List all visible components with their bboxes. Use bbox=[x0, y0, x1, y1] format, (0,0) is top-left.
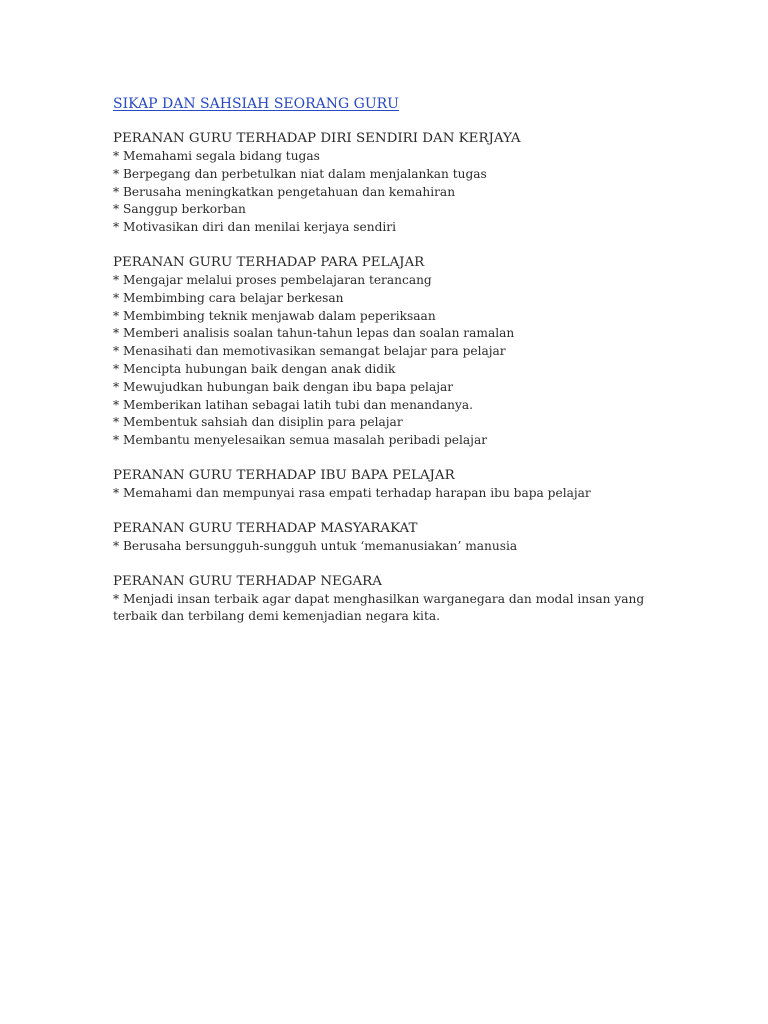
list-item: * Berpegang dan perbetulkan niat dalam menjalankan tugas bbox=[113, 166, 487, 181]
document-page bbox=[113, 93, 653, 626]
list-item: * Berusaha meningkatkan pengetahuan dan kemahiran bbox=[113, 184, 456, 199]
list-item: * Mewujudkan hubungan baik dengan ibu bapa pelajar bbox=[113, 379, 454, 394]
list-item: * Menasihati dan memotivasikan semangat belajar para pelajar bbox=[113, 344, 506, 359]
list-item: * Menjadi insan terbaik agar dapat menghasilkan warganegara dan modal insan yang bbox=[113, 591, 645, 606]
document-title-link[interactable]: SIKAP DAN SAHSIAH SEORANG GURU bbox=[113, 96, 399, 112]
list-item: * Mengajar melalui proses pembelajaran terancang bbox=[113, 272, 432, 287]
section-heading: PERANAN GURU TERHADAP PARA PELAJAR bbox=[113, 254, 425, 270]
list-item: * Mencipta hubungan baik dengan anak didik bbox=[113, 361, 396, 376]
section-ibu-bapa bbox=[113, 467, 653, 503]
section-diri-sendiri bbox=[113, 130, 653, 237]
list-item: * Memahami dan mempunyai rasa empati terhadap harapan ibu bapa pelajar bbox=[113, 485, 591, 500]
section-para-pelajar bbox=[113, 254, 653, 450]
section-heading: PERANAN GURU TERHADAP MASYARAKAT bbox=[113, 520, 418, 536]
list-item: * Motivasikan diri dan menilai kerjaya sendiri bbox=[113, 220, 397, 235]
section-heading: PERANAN GURU TERHADAP NEGARA bbox=[113, 573, 382, 589]
list-item: * Berusaha bersungguh-sungguh untuk ‘memanusiakan’ manusia bbox=[113, 538, 518, 553]
list-item: * Membimbing teknik menjawab dalam peperiksaan bbox=[113, 308, 436, 323]
list-item: * Memberikan latihan sebagai latih tubi dan menandanya. bbox=[113, 397, 473, 412]
list-item: * Membantu menyelesaikan semua masalah peribadi pelajar bbox=[113, 433, 488, 448]
section-negara bbox=[113, 573, 653, 627]
list-item-continuation: terbaik dan terbilang demi kemenjadian negara kita. bbox=[113, 609, 440, 624]
list-item: * Sanggup berkorban bbox=[113, 202, 246, 217]
list-item: * Membentuk sahsiah dan disiplin para pelajar bbox=[113, 415, 403, 430]
list-item: * Memahami segala bidang tugas bbox=[113, 149, 320, 163]
section-heading: PERANAN GURU TERHADAP DIRI SENDIRI DAN KERJAYA bbox=[113, 131, 521, 146]
section-heading: PERANAN GURU TERHADAP IBU BAPA PELAJAR bbox=[113, 467, 455, 483]
list-item: * Memberi analisis soalan tahun-tahun lepas dan soalan ramalan bbox=[113, 326, 515, 341]
list-item: * Membimbing cara belajar berkesan bbox=[113, 290, 344, 305]
section-masyarakat bbox=[113, 520, 653, 556]
